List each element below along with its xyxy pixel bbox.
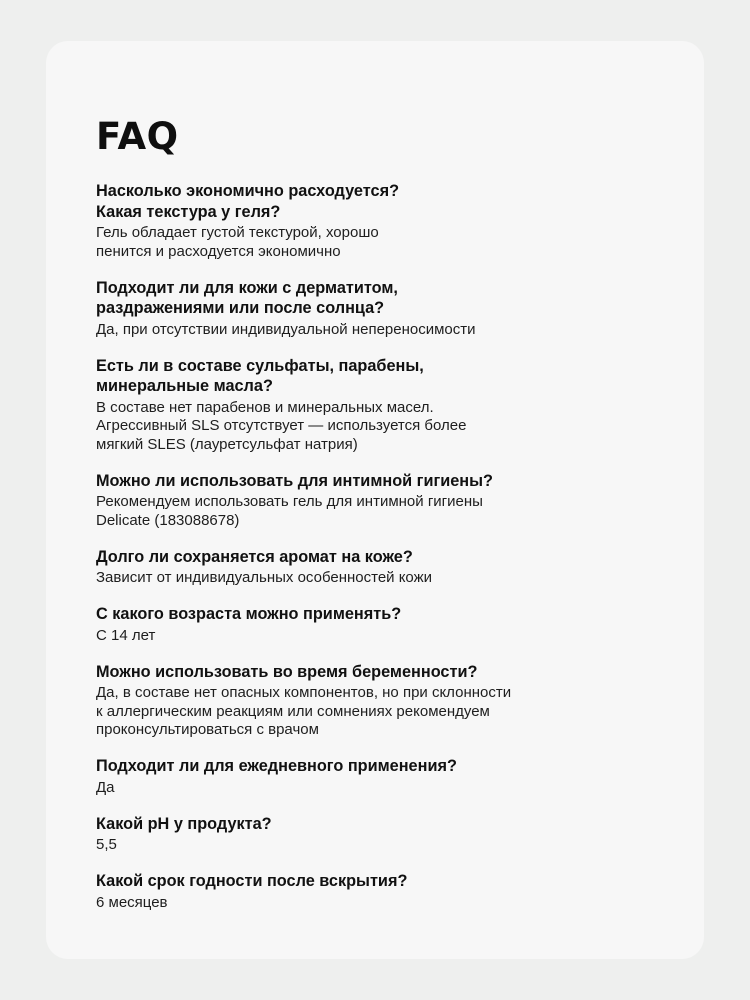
faq-question: Можно использовать во время беременности? xyxy=(96,662,478,681)
faq-item xyxy=(96,662,674,740)
faq-question: Подходит ли для ежедневного применения? xyxy=(96,757,457,775)
faq-answer: С 14 лет xyxy=(96,626,156,644)
faq-answer: Да, в составе нет опасных компонентов, но при склонности к аллергическим реакциям или сомнениях рекомендуем проконсультироваться с врачом xyxy=(96,684,512,738)
faq-question: Есть ли в составе сульфаты, парабены, минеральные масла? xyxy=(96,356,424,395)
faq-item xyxy=(96,871,674,912)
faq-answer: 5,5 xyxy=(96,836,117,853)
faq-card xyxy=(46,41,704,959)
faq-item xyxy=(96,278,674,340)
faq-answer: Зависит от индивидуальных особенностей кожи xyxy=(96,569,433,586)
faq-item xyxy=(96,814,674,855)
faq-answer: Рекомендуем использовать гель для интимной гигиены Delicate (183088678) xyxy=(96,493,483,529)
faq-question: Можно ли использовать для интимной гигиены? xyxy=(96,471,493,490)
faq-answer: 6 месяцев xyxy=(96,893,168,911)
faq-answer: Да, при отсутствии индивидуальной непереносимости xyxy=(96,320,476,338)
faq-list xyxy=(96,181,674,912)
faq-question: С какого возраста можно применять? xyxy=(96,605,402,623)
faq-question: Подходит ли для кожи с дерматитом, раздражениями или после солнца? xyxy=(96,278,398,317)
faq-answer: Да xyxy=(96,778,115,796)
page-title: FAQ xyxy=(96,115,179,158)
faq-item xyxy=(96,604,674,645)
faq-answer: Гель обладает густой текстурой, хорошо пенится и расходуется экономично xyxy=(96,224,379,260)
faq-item xyxy=(96,756,674,797)
faq-item xyxy=(96,471,674,531)
faq-question: Какой срок годности после вскрытия? xyxy=(96,872,408,890)
faq-answer: В составе нет парабенов и минеральных масел. Агрессивный SLS отсутствует — используется более мягкий SLES (лауретсульфат натрия) xyxy=(96,398,467,453)
faq-item xyxy=(96,181,674,261)
faq-question: Какой pH у продукта? xyxy=(96,814,272,833)
faq-item xyxy=(96,547,674,588)
faq-question: Долго ли сохраняется аромат на коже? xyxy=(96,547,413,566)
faq-item xyxy=(96,356,674,455)
faq-question: Насколько экономично расходуется? Какая текстура у геля? xyxy=(96,182,400,221)
